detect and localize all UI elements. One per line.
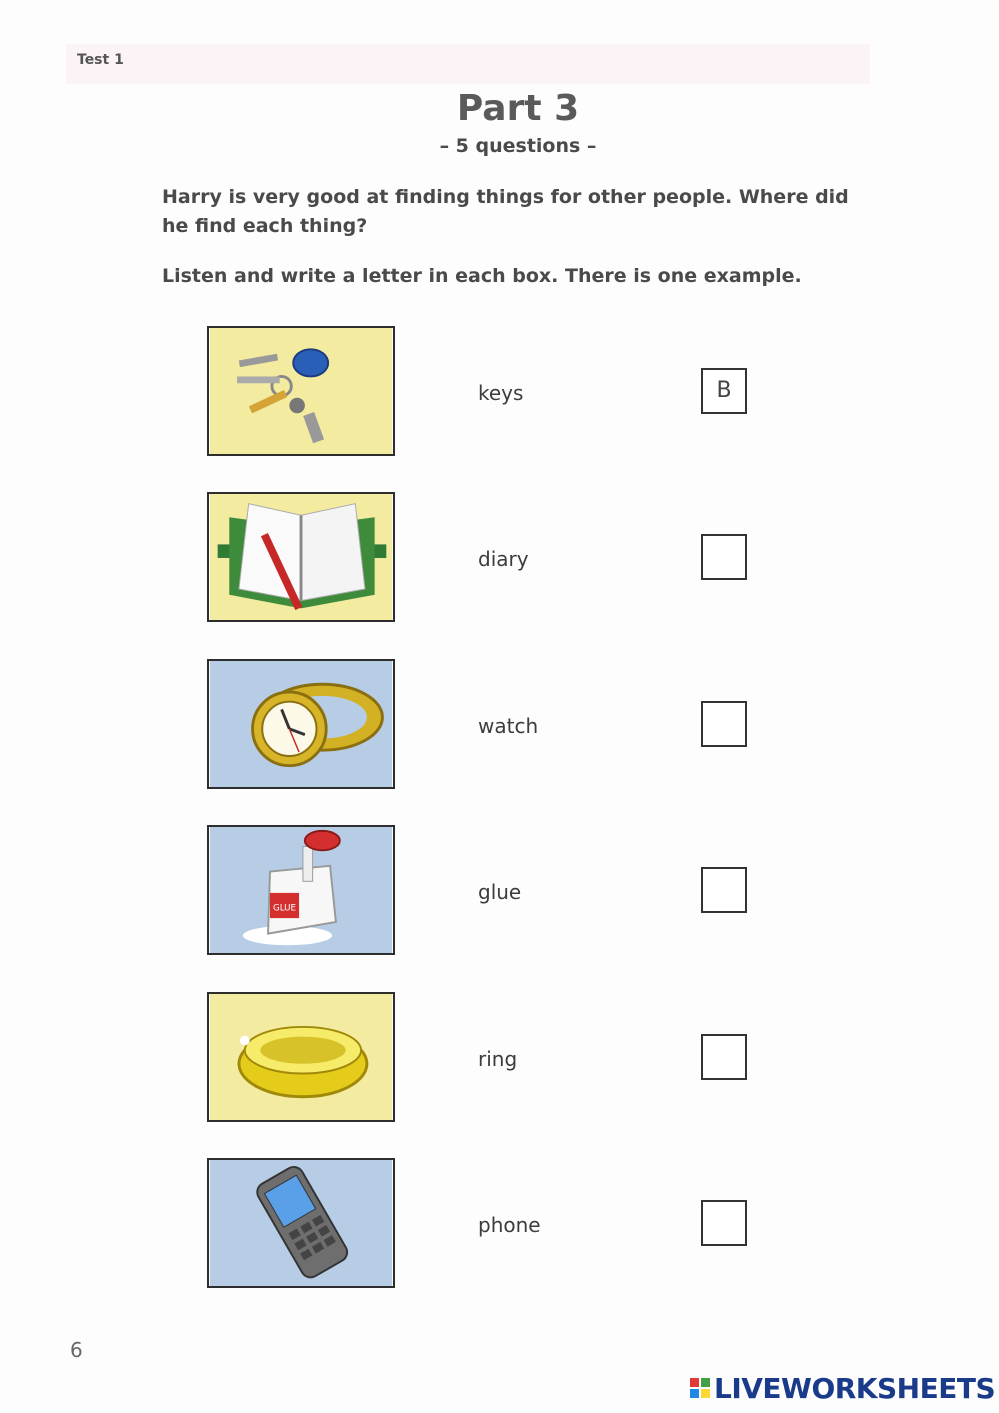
- test-label: Test 1: [77, 52, 124, 68]
- item-diary: [0, 492, 999, 626]
- liveworksheets-logo: [690, 1373, 995, 1403]
- item-word: keys: [478, 381, 524, 405]
- glue-picture: [207, 825, 395, 955]
- item-glue: [0, 825, 999, 959]
- header-band: [66, 44, 870, 84]
- svg-text:GLUE: GLUE: [272, 903, 297, 914]
- keys-picture: [207, 326, 395, 456]
- instruction-question: Harry is very good at finding things for other people. Where did he find each thing?: [162, 186, 849, 237]
- ring-picture: [207, 992, 395, 1122]
- part-subtitle: – 5 questions –: [439, 135, 597, 157]
- glue-icon: [209, 827, 393, 953]
- answer-box-watch[interactable]: [701, 701, 747, 747]
- diary-picture: [207, 492, 395, 622]
- answer-box-keys[interactable]: B: [701, 368, 747, 414]
- item-keys: [0, 326, 999, 460]
- instruction-task: Listen and write a letter in each box. There is one example.: [162, 265, 802, 287]
- item-ring: [0, 992, 999, 1126]
- part-title: Part 3: [456, 88, 580, 129]
- logo-squares-icon: [690, 1378, 710, 1398]
- phone-icon: [209, 1160, 393, 1286]
- phone-picture: [207, 1158, 395, 1288]
- answer-box-phone[interactable]: [701, 1200, 747, 1246]
- item-watch: [0, 659, 999, 793]
- answer-box-ring[interactable]: [701, 1034, 747, 1080]
- item-word: glue: [478, 880, 522, 904]
- diary-icon: [209, 494, 393, 620]
- item-word: diary: [478, 547, 529, 571]
- watch-icon: [209, 661, 393, 787]
- ring-icon: [209, 994, 393, 1120]
- logo-text: LIVEWORKSHEETS: [714, 1371, 996, 1405]
- item-word: phone: [478, 1213, 541, 1237]
- item-phone: [0, 1158, 999, 1292]
- watch-picture: [207, 659, 395, 789]
- page-number: 6: [70, 1338, 83, 1362]
- answer-box-diary[interactable]: [701, 534, 747, 580]
- item-word: ring: [478, 1047, 518, 1071]
- keys-icon: [209, 328, 393, 454]
- answer-box-glue[interactable]: [701, 867, 747, 913]
- item-word: watch: [478, 714, 539, 738]
